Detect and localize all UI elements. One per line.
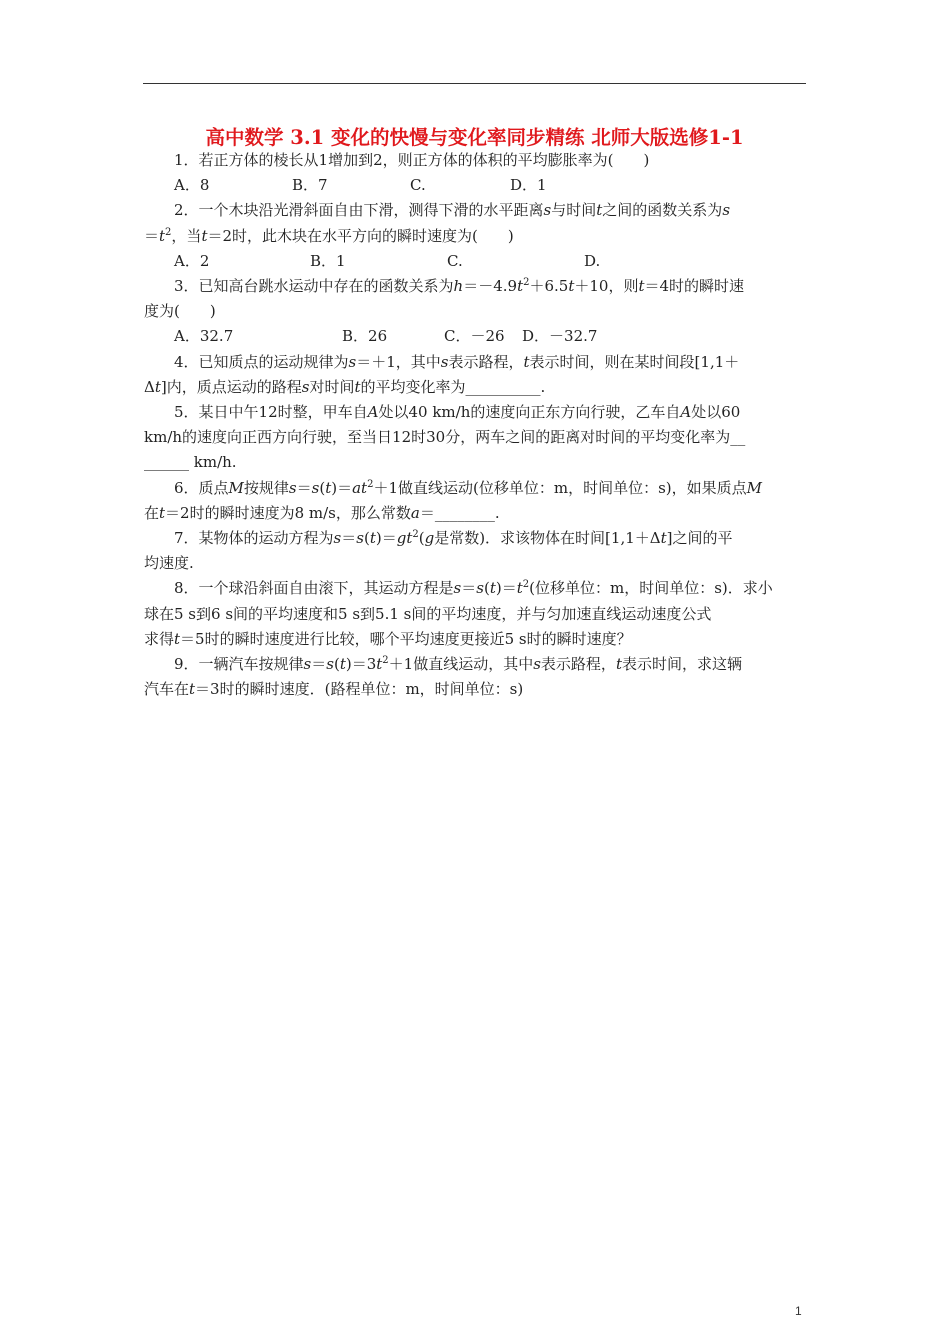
question-3-options: [144, 324, 808, 349]
option-b: B．7: [292, 176, 328, 195]
question-1: 1．若正方体的棱长从1增加到2，则正方体的体积的平均膨胀率为( ): [174, 151, 650, 169]
question-2-options: [144, 249, 808, 274]
option-b: B．26: [342, 327, 388, 346]
question-6-cont: 在t＝2时的瞬时速度为8 m/s，那么常数a＝________.: [144, 503, 500, 522]
option-c: C．－26: [444, 327, 505, 346]
question-8: 8．一个球沿斜面自由滚下，其运动方程是$s=s(t)=t^2$(位移单位：m，时间单位：s)．求小: [174, 579, 773, 598]
question-5: 5．某日中午12时整，甲车自A处以40 km/h的速度向正东方向行驶，乙车自A处以60: [174, 403, 741, 422]
question-9-cont: 汽车在t＝3时的瞬时速度．(路程单位：m，时间单位：s): [144, 680, 524, 699]
question-4: 4．已知质点的运动规律为s＝＋1，其中s表示路程，t表示时间，则在某时间段[1,1＋: [174, 352, 740, 371]
question-9: 9．一辆汽车按规律$s=s(t)=3t^2+1$做直线运动，其中s表示路程，t表示时间，求这辆: [174, 655, 742, 674]
page-number: 1: [795, 1304, 802, 1318]
option-c: C.: [447, 251, 463, 270]
question-3-cont: 度为( ): [144, 302, 216, 321]
question-2: 2．一个木块沿光滑斜面自由下滑，测得下滑的水平距离s与时间t之间的函数关系为s: [174, 201, 731, 220]
question-4-cont: Δt]内，质点运动的路程s对时间t的平均变化率为__________.: [144, 377, 546, 396]
question-5-cont-2: ______ km/h.: [144, 453, 237, 472]
question-7: 7．某物体的运动方程为$s=s(t)=gt^2(g$是常数)．求该物体在时间[1,1＋Δt]之间的平: [174, 529, 733, 548]
question-6: 6．质点M按规律$s=s(t)=at^2+1$做直线运动(位移单位：m，时间单位：s)，如果质点M: [174, 478, 762, 497]
question-5-cont: km/h的速度向正西方向行驶，至当日12时30分，两车之间的距离对时间的平均变化率为__: [144, 428, 746, 447]
option-d: D.: [584, 251, 601, 270]
document-title: 高中数学 3.1 变化的快慢与变化率同步精练 北师大版选修1-1: [205, 126, 744, 149]
option-b: B．1: [310, 251, 346, 270]
question-8-cont: 球在5 s到6 s间的平均速度和5 s到5.1 s间的平均速度，并与匀加速直线运动速度公式: [144, 604, 712, 623]
option-d: D．－32.7: [522, 327, 598, 346]
option-a: A．32.7: [174, 327, 234, 346]
question-7-cont: 均速度.: [144, 554, 194, 573]
option-a: A．8: [174, 176, 210, 195]
question-1-options: [144, 173, 808, 198]
document-body: [144, 148, 808, 702]
option-c: C.: [410, 176, 426, 195]
question-2-cont: $=t^2$，当t＝2时，此木块在水平方向的瞬时速度为( ): [144, 226, 514, 245]
header-rule: [143, 83, 806, 84]
option-a: A．2: [174, 251, 210, 270]
question-3: 3．已知高台跳水运动中存在的函数关系为$h=-4.9t^2+6.5t+10$，则t＝4时的瞬时速: [174, 277, 745, 296]
question-8-cont-2: 求得t＝5时的瞬时速度进行比较，哪个平均速度更接近5 s时的瞬时速度？: [144, 629, 632, 648]
option-d: D．1: [510, 176, 547, 195]
